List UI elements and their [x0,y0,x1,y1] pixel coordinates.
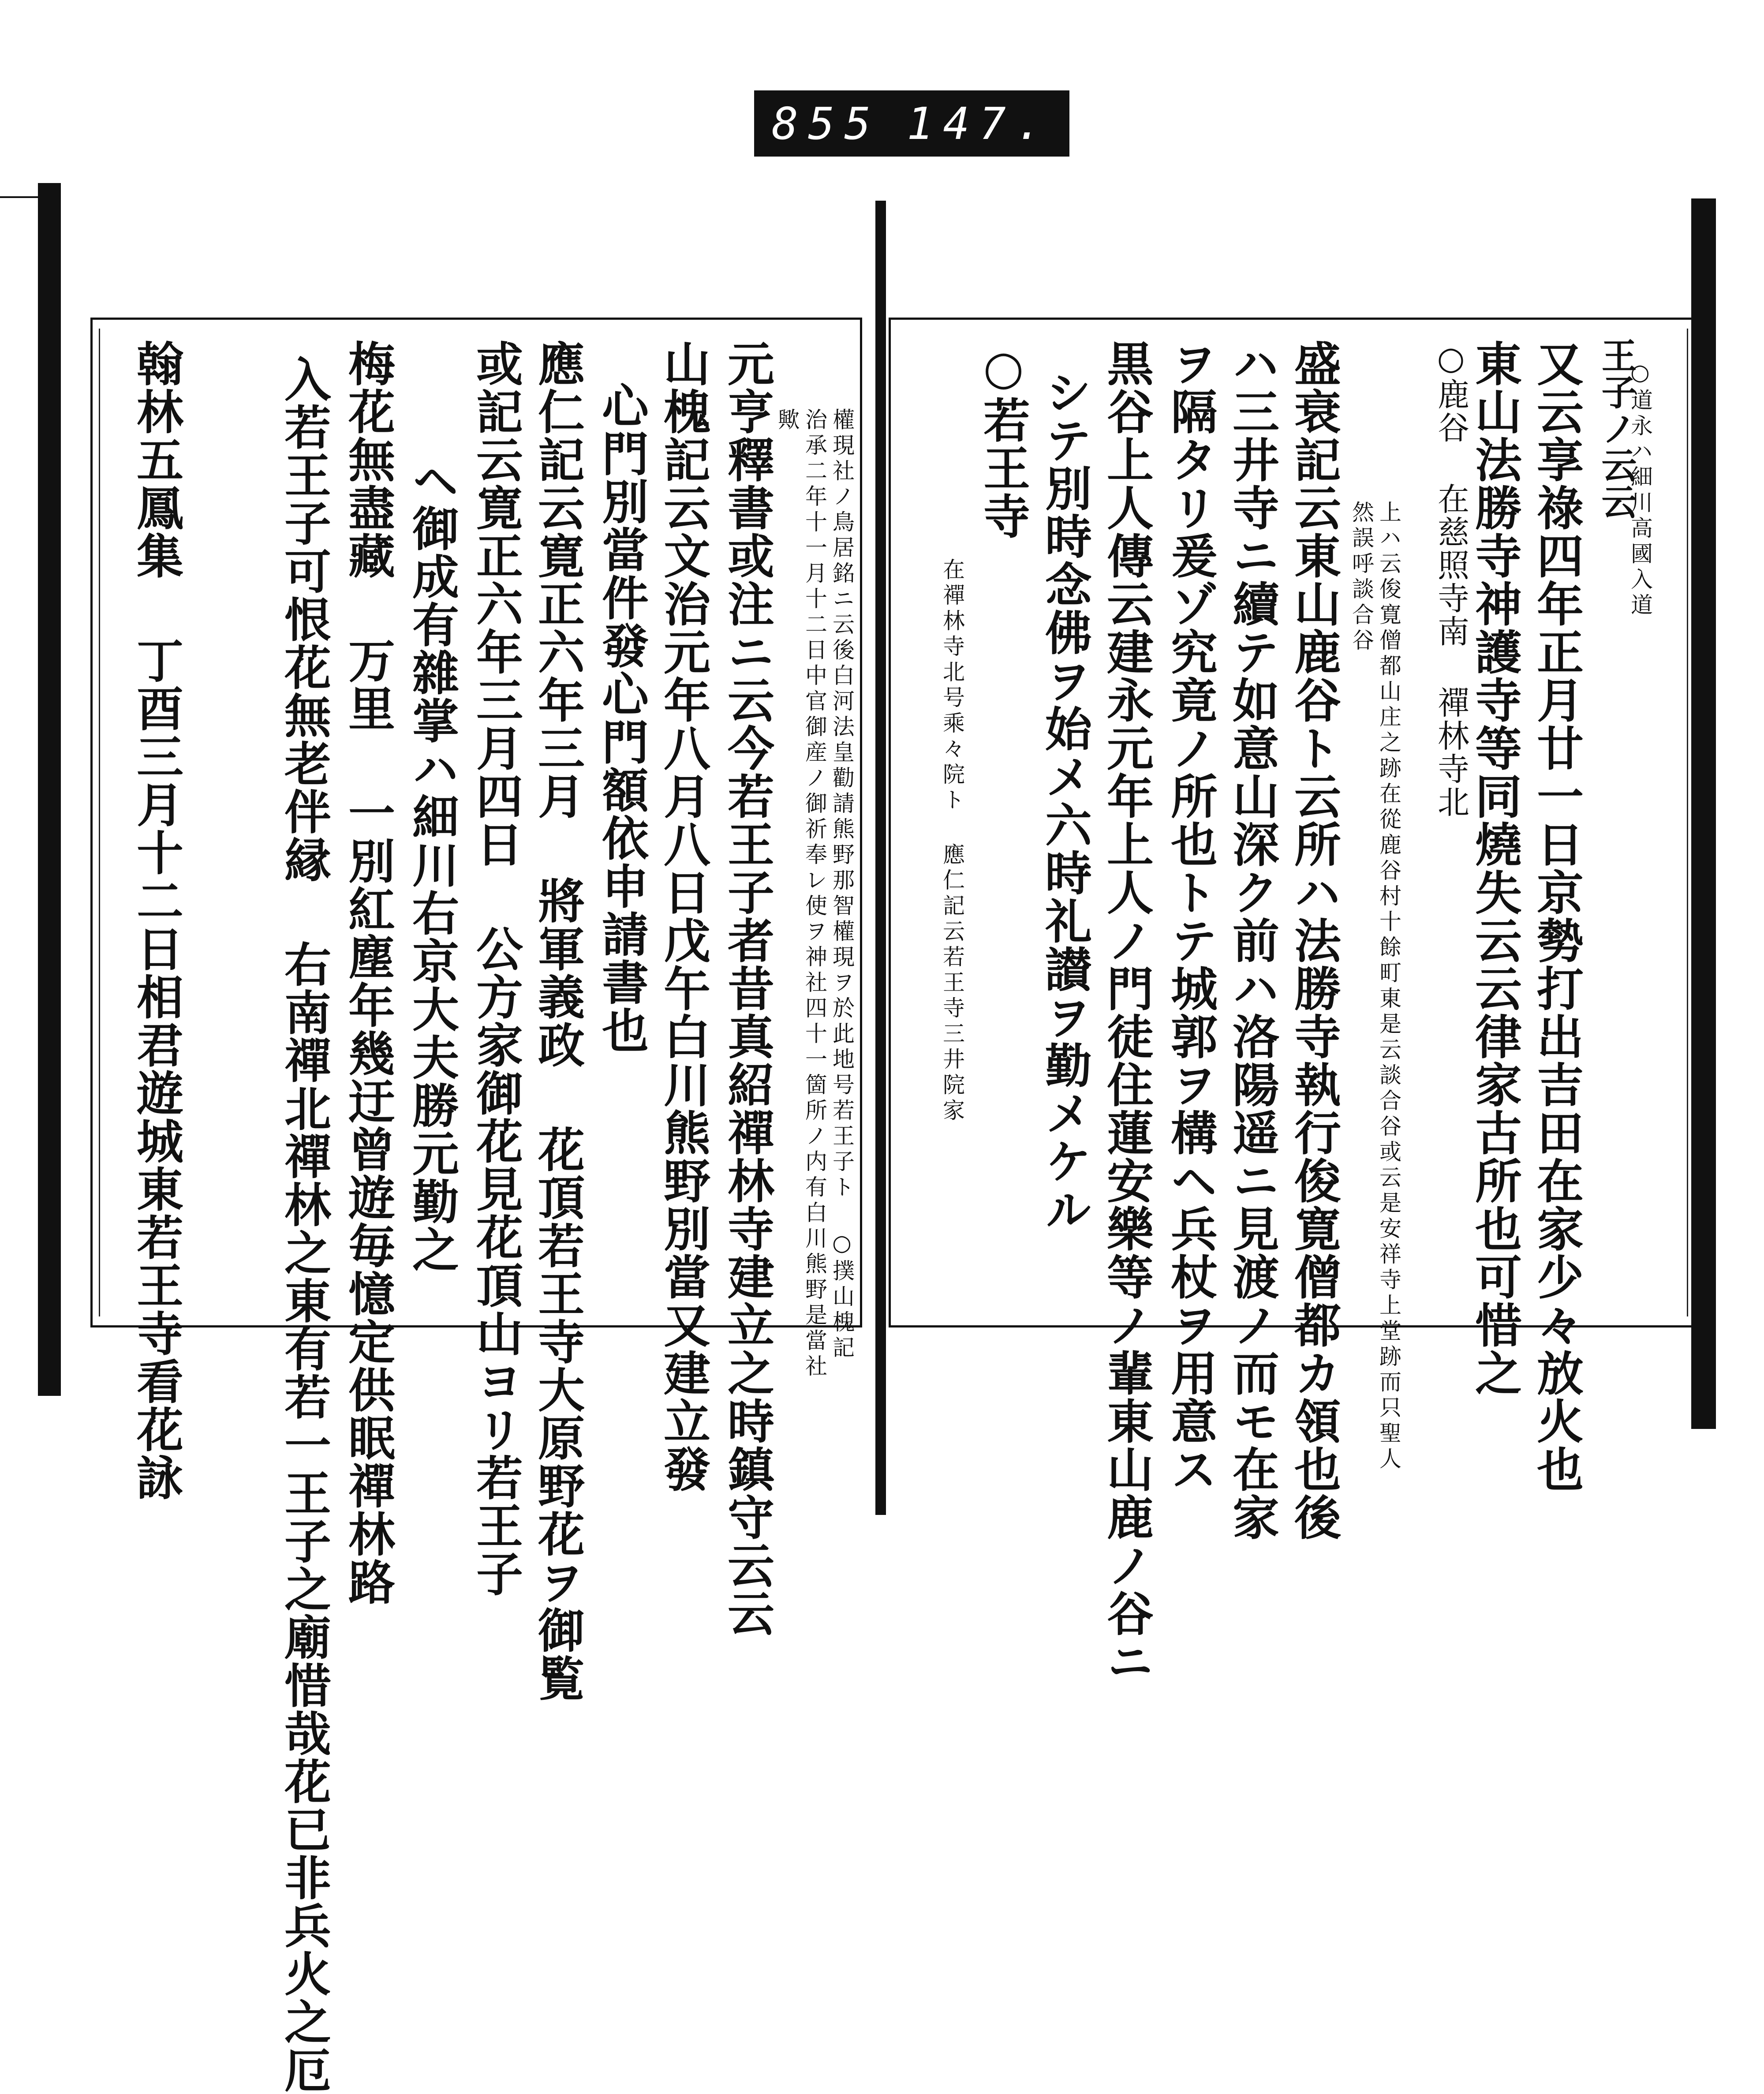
text-column: 應仁記云寛正六年三月 將軍義政 花頂若王寺大原野花ヲ御覧 [531,340,586,1702]
page-inner-rule [1687,329,1688,1316]
reel-number: 855 [772,97,881,150]
page-inner-rule [99,329,100,1316]
right-page-edge-title [1702,344,1764,741]
text-column: シテ別時念佛ヲ始メ六時礼讃ヲ勤メケル [1038,368,1093,1234]
text-column: 又云享祿四年正月廿一日京勢打出吉田在家少々放火也 [1529,340,1585,1493]
text-column: 或記云寛正六年三月四日 公方家御花見花頂山ヨリ若王子 [469,340,524,1598]
text-column: ヲ隔タリ爰ゾ究竟ノ所也トテ城郭ヲ構ヘ兵杖ヲ用意ス [1163,340,1218,1493]
scan-frame-label [754,90,1069,157]
left-page [90,318,862,2094]
text-column: 翰林五鳳集 丁酉三月十二日相君遊城東若王寺看花詠 [129,340,184,1502]
text-column: 盛衰記云東山鹿谷ト云所ハ法勝寺執行俊寛僧都カ領也後 [1287,340,1342,1541]
text-column: 東山法勝寺神護寺等同燒失云云律家古所也可惜之 [1468,340,1523,1397]
text-column: 梅花無盡藏 万里 一別紅塵年幾迂曾遊毎憶定供眠禪林路 [341,340,396,1606]
text-column: 王子ノ云云 [1596,337,1637,520]
page-edge-line [0,196,40,198]
left-page-edge [38,183,61,1396]
text-column: ヘ御成有雜掌ハ細川右京大夫勝元勤之 [405,456,460,1274]
text-column: ○若王寺 [976,340,1031,540]
text-column: 權現社ノ鳥居銘ニ云後白河法皇勸請熊野那智權現ヲ於此地号若王子ト ○撲山槐記 治承二年十一月十二日中官御産ノ御祈奉レ使ヲ神社四十一箇所ノ内有白川熊野是當社歟 [774,408,855,1380]
text-column: 黒谷上人傳云建永元年上人ノ門徒住蓮安樂等ノ輩東山鹿ノ谷ニ [1099,340,1155,1686]
text-column: ○鹿谷 在慈照寺南 禪林寺北 [1432,340,1469,819]
text-column: 在禪林寺北号乘々院ト 應仁記云若王寺三井院家 [939,558,965,1124]
frame-number: 147. [907,97,1052,150]
text-column: 元亨釋書或注ニ云今若王子者昔真紹禪林寺建立之時鎮守云云 [720,340,775,1638]
text-column: 心門別當件發心門額依申請書也 [594,381,650,1054]
text-column: 上ハ云俊寛僧都山庄之跡在從鹿谷村十餘町東是云談合谷或云是安祥寺上堂跡而只聖人然誤呼談合谷 [1349,501,1401,1473]
text-column: 山槐記云文治元年八月八日戊午白川熊野別當又建立發 [656,340,711,1493]
book-gutter [875,201,886,1515]
right-page [889,318,1696,1686]
text-column: 入若王子可恨花無老伴縁 右南禪北禪林之東有若一王子之廟惜哉花已非兵火之厄 [277,355,332,2094]
text-column: ○道永ハ細川高國入道 [1627,359,1653,619]
text-column: ハ三井寺ニ續テ如意山深ク前ハ洛陽遥ニ見渡ノ而モ在家 [1225,340,1280,1541]
